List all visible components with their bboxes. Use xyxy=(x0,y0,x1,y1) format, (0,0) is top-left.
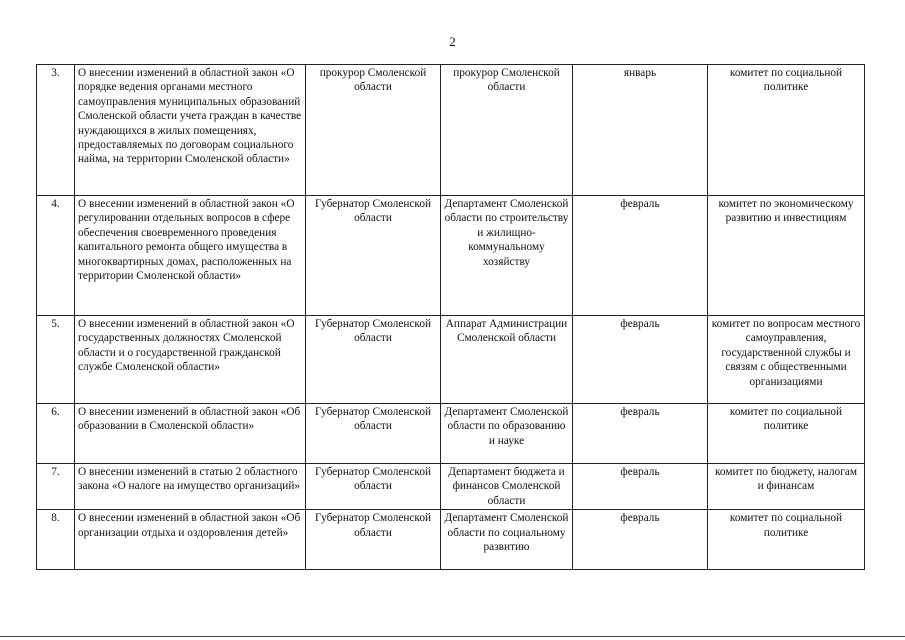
developer-cell: прокурор Смоленской области xyxy=(441,65,573,196)
initiator-cell: Губернатор Смоленской области xyxy=(306,464,441,510)
term-cell: февраль xyxy=(573,316,708,404)
term-cell: февраль xyxy=(573,404,708,464)
table-row xyxy=(37,196,865,316)
table-row xyxy=(37,510,865,570)
bill-title: О внесении изменений в областной закон «О порядке ведения органами местного самоуправления муниципальных образований Смоленской области учета граждан в качестве нуждающихся в жилых помещениях, предоставляемых по договорам социального найма, на территории Смоленской области» xyxy=(75,65,306,196)
initiator-cell: Губернатор Смоленской области xyxy=(306,510,441,570)
initiator-cell: Губернатор Смоленской области xyxy=(306,316,441,404)
page-number: 2 xyxy=(449,34,456,49)
term-cell: февраль xyxy=(573,196,708,316)
page-bottom-edge xyxy=(0,636,905,637)
bill-title: О внесении изменений в областной закон «О государственных должностях Смоленской области и о государственной гражданской службе Смоленской области» xyxy=(75,316,306,404)
term-cell: февраль xyxy=(573,510,708,570)
initiator-cell: Губернатор Смоленской области xyxy=(306,196,441,316)
bill-title: О внесении изменений в статью 2 областного закона «О налоге на имущество организаций» xyxy=(75,464,306,510)
developer-cell: Департамент Смоленской области по социальному развитию xyxy=(441,510,573,570)
row-number: 6. xyxy=(37,404,75,464)
table-row xyxy=(37,316,865,404)
committee-cell: комитет по социальной политике xyxy=(708,510,865,570)
developer-cell: Департамент Смоленской области по строительству и жилищно-коммунальному хозяйству xyxy=(441,196,573,316)
committee-cell: комитет по социальной политике xyxy=(708,404,865,464)
committee-cell: комитет по вопросам местного самоуправления, государственной службы и связям с общественными организациями xyxy=(708,316,865,404)
table-row xyxy=(37,404,865,464)
committee-cell: комитет по социальной политике xyxy=(708,65,865,196)
bill-title: О внесении изменений в областной закон «Об организации отдыха и оздоровления детей» xyxy=(75,510,306,570)
committee-cell: комитет по экономическому развитию и инвестициям xyxy=(708,196,865,316)
row-number: 8. xyxy=(37,510,75,570)
bill-title: О внесении изменений в областной закон «Об образовании в Смоленской области» xyxy=(75,404,306,464)
initiator-cell: прокурор Смоленской области xyxy=(306,65,441,196)
bill-title: О внесении изменений в областной закон «О регулировании отдельных вопросов в сфере обеспечения своевременного проведения капитального ремонта общего имущества в многоквартирных домах, расположенных на территории Смоленской области» xyxy=(75,196,306,316)
term-cell: февраль xyxy=(573,464,708,510)
table-row xyxy=(37,65,865,196)
term-cell: январь xyxy=(573,65,708,196)
committee-cell: комитет по бюджету, налогам и финансам xyxy=(708,464,865,510)
legislative-plan-table xyxy=(36,64,865,570)
developer-cell: Департамент бюджета и финансов Смоленской области xyxy=(441,464,573,510)
developer-cell: Департамент Смоленской области по образованию и науке xyxy=(441,404,573,464)
row-number: 7. xyxy=(37,464,75,510)
table-row xyxy=(37,464,865,510)
row-number: 3. xyxy=(37,65,75,196)
developer-cell: Аппарат Администрации Смоленской области xyxy=(441,316,573,404)
initiator-cell: Губернатор Смоленской области xyxy=(306,404,441,464)
row-number: 4. xyxy=(37,196,75,316)
row-number: 5. xyxy=(37,316,75,404)
